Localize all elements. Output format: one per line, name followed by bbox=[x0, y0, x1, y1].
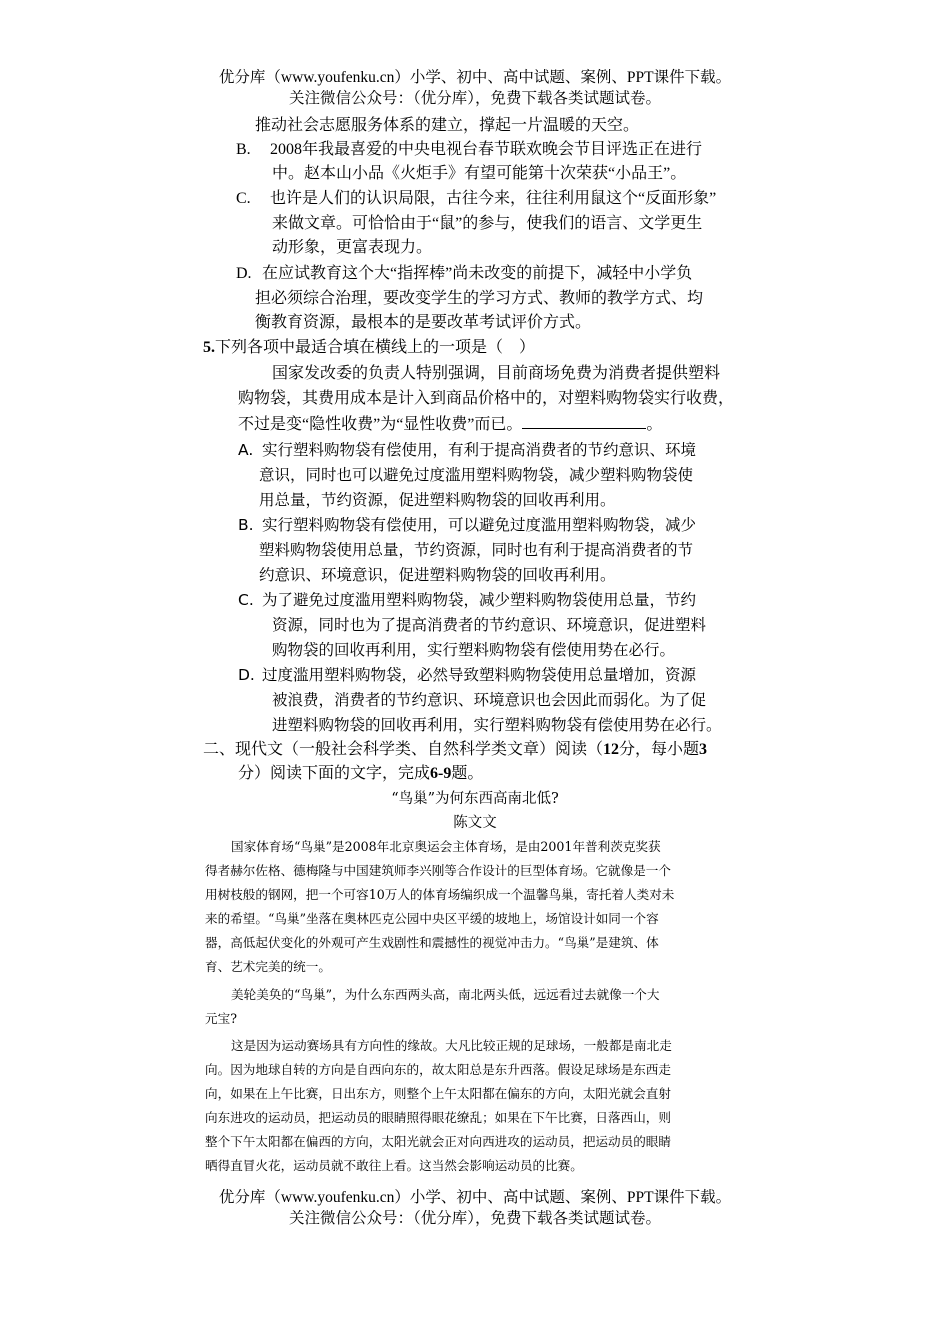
q5-stem-text: 下列各项中最适合填在横线上的一项是（ ） bbox=[215, 339, 536, 356]
q4-option-c-line: 动形象，更富表现力。 bbox=[272, 239, 433, 256]
q5-stem bbox=[203, 338, 535, 358]
section-instruction bbox=[238, 764, 483, 784]
article-paragraph-line: 这是因为运动赛场具有方向性的缘故。大凡比较正规的足球场，一般都是南北走 bbox=[231, 1038, 672, 1053]
q5-number: 5. bbox=[203, 339, 215, 356]
q4-option-d-line: 衡教育资源，最根本的是要改革考试评价方式。 bbox=[255, 314, 592, 331]
article-paragraph-line: 整个下午太阳都在偏西的方向，太阳光就会正对向西进攻的运动员，把运动员的眼睛 bbox=[205, 1134, 671, 1149]
q4-option-b-line: 中。赵本山小品《火炬手》有望可能第十次荣获“小品王”。 bbox=[272, 165, 687, 182]
q4-option-c-label: C. bbox=[236, 190, 251, 207]
footer-line-1: 优分库（www.youfenku.cn）小学、初中、高中试题、案例、PPT课件下载。 bbox=[218, 1189, 732, 1206]
q4-option-a-tail: 推动社会志愿服务体系的建立，撑起一片温暖的天空。 bbox=[255, 117, 640, 134]
q5-option-b-line: 约意识、环境意识，促进塑料购物袋的回收再利用。 bbox=[259, 566, 616, 584]
article-paragraph-line: 向。因为地球自转的方向是自西向东的，故太阳总是东升西落。假设足球场是东西走 bbox=[205, 1062, 671, 1077]
header-line-2: 关注微信公众号：（优分库），免费下载各类试题试卷。 bbox=[288, 90, 661, 107]
q5-option-c-line: 为了避免过度滥用塑料购物袋，减少塑料购物袋使用总量，节约 bbox=[262, 591, 697, 609]
q5-passage-line: 购物袋，其费用成本是计入到商品价格中的，对塑料购物袋实行收费， bbox=[238, 390, 735, 407]
fill-in-blank bbox=[522, 414, 646, 429]
article-paragraph-line: 向，如果在上午比赛，日出东方，则整个上午太阳都在偏东的方向，太阳光就会直射 bbox=[205, 1086, 671, 1101]
article-paragraph-line: 育、艺术完美的统一。 bbox=[205, 959, 331, 974]
q5-passage-line: 国家发改委的负责人特别强调，目前商场免费为消费者提供塑料 bbox=[272, 365, 721, 382]
q5-option-b-label: B. bbox=[238, 516, 254, 534]
footer-line-2: 关注微信公众号：（优分库），免费下载各类试题试卷。 bbox=[288, 1210, 661, 1227]
q4-option-c-line: 来做文章。可恰恰由于“鼠”的参与，使我们的语言、文学更生 bbox=[272, 215, 703, 232]
q5-passage-text: 不过是变“隐性收费”为“显性收费”而已。 bbox=[238, 416, 523, 433]
article-title: “鸟巢”为何东西高南北低? bbox=[391, 791, 559, 807]
article-author: 陈文文 bbox=[453, 815, 497, 831]
section-heading bbox=[203, 740, 707, 760]
article-paragraph-line: 晒得直冒火花，运动员就不敢往上看。这当然会影响运动员的比赛。 bbox=[205, 1158, 583, 1173]
q4-option-c-line: 也许是人们的认识局限，古往今来，往往利用鼠这个“反面形象” bbox=[270, 190, 717, 207]
q4-option-b-label: B. bbox=[236, 141, 251, 158]
q5-option-c-label: C. bbox=[238, 591, 254, 609]
q5-option-d-line: 过度滥用塑料购物袋，必然导致塑料购物袋使用总量增加，资源 bbox=[262, 666, 697, 684]
article-paragraph-line: 向东进攻的运动员，把运动员的眼睛照得眼花缭乱；如果在下午比赛，日落西山，则 bbox=[205, 1110, 671, 1125]
q4-option-d-line: 在应试教育这个大“指挥棒”尚未改变的前提下，减轻中小学负 bbox=[262, 265, 693, 282]
q5-option-d-label: D. bbox=[238, 666, 255, 684]
article-paragraph-line: 国家体育场“鸟巢”是2008年北京奥运会主体育场，是由2001年普利茨克奖获 bbox=[231, 839, 661, 854]
q5-passage-line bbox=[238, 414, 662, 435]
q5-option-c-line: 资源，同时也为了提高消费者的节约意识、环境意识，促进塑料 bbox=[272, 616, 707, 634]
section-instruction-text: 题。 bbox=[451, 765, 484, 782]
q5-option-c-line: 购物袋的回收再利用，实行塑料购物袋有偿使用势在必行。 bbox=[272, 641, 676, 659]
article-paragraph-line: 美轮美奂的“鸟巢”，为什么东西两头高，南北两头低，远远看过去就像一个大 bbox=[231, 987, 660, 1002]
q4-option-d-label: D. bbox=[236, 265, 252, 282]
article-paragraph-line: 来的希望。“鸟巢”坐落在奥林匹克公园中央区平缓的坡地上，场馆设计如同一个容 bbox=[205, 911, 659, 926]
article-paragraph-line: 元宝? bbox=[205, 1011, 237, 1026]
article-paragraph-line: 器，高低起伏变化的外观可产生戏剧性和震撼性的视觉冲击力。“鸟巢”是建筑、体 bbox=[205, 935, 659, 950]
section-heading-text: 分，每小题 bbox=[619, 741, 700, 758]
q5-option-a-line: 用总量，节约资源，促进塑料购物袋的回收再利用。 bbox=[259, 491, 616, 509]
q4-option-b-line: 2008年我最喜爱的中央电视台春节联欢晚会节目评选正在进行 bbox=[270, 141, 703, 158]
header-line-1: 优分库（www.youfenku.cn）小学、初中、高中试题、案例、PPT课件下载。 bbox=[218, 69, 732, 86]
section-per-question-score: 3 bbox=[699, 741, 708, 758]
article-paragraph-line: 用树枝般的钢网，把一个可容10万人的体育场编织成一个温馨鸟巢，寄托着人类对未 bbox=[205, 887, 675, 902]
q5-option-a-label: A. bbox=[238, 441, 254, 459]
section-instruction-text: 分）阅读下面的文字，完成 bbox=[238, 765, 431, 782]
section-question-range: 6-9 bbox=[430, 765, 452, 782]
article-paragraph-line: 得者赫尔佐格、德梅隆与中国建筑师李兴刚等合作设计的巨型体育场。它就像是一个 bbox=[205, 863, 671, 878]
q5-option-b-line: 塑料购物袋使用总量，节约资源，同时也有利于提高消费者的节 bbox=[259, 541, 694, 559]
q5-option-d-line: 被浪费，消费者的节约意识、环境意识也会因此而弱化。为了促 bbox=[272, 691, 707, 709]
q5-option-d-line: 进塑料购物袋的回收再利用，实行塑料购物袋有偿使用势在必行。 bbox=[272, 716, 722, 734]
q5-option-a-line: 意识，同时也可以避免过度滥用塑料购物袋，减少塑料购物袋使 bbox=[259, 466, 694, 484]
q5-option-b-line: 实行塑料购物袋有偿使用，可以避免过度滥用塑料购物袋，减少 bbox=[262, 516, 697, 534]
section-score: 12 bbox=[603, 741, 620, 758]
section-heading-text: 二、现代文（一般社会科学类、自然科学类文章）阅读（ bbox=[203, 741, 604, 758]
q5-option-a-line: 实行塑料购物袋有偿使用，有利于提高消费者的节约意识、环境 bbox=[262, 441, 697, 459]
q4-option-d-line: 担必须综合治理，要改变学生的学习方式、教师的教学方式、均 bbox=[255, 290, 704, 307]
q5-passage-end: 。 bbox=[646, 416, 663, 433]
